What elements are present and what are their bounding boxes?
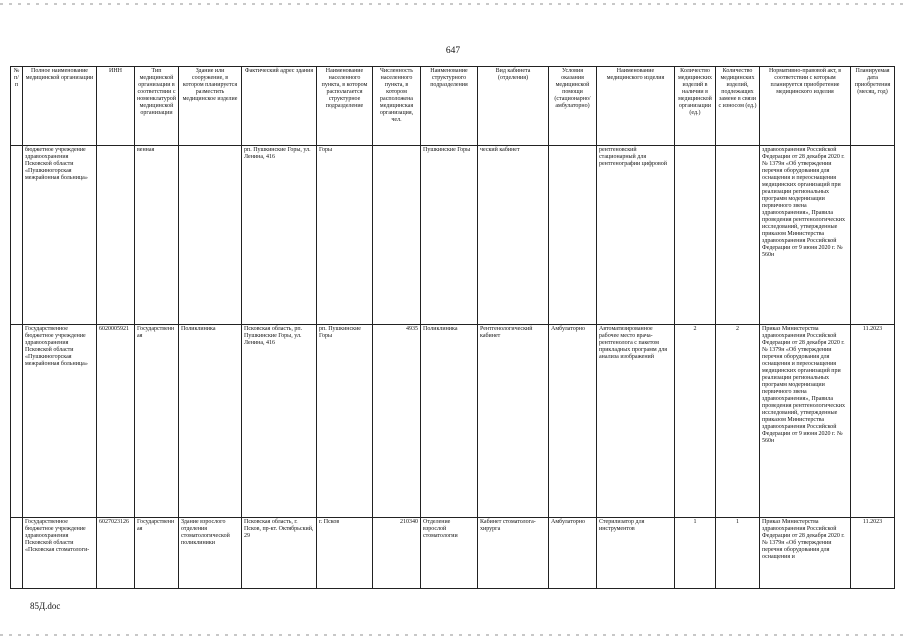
- cell-num: [11, 518, 23, 589]
- cell-address: Псковская область, рп. Пушкинские Горы, ул. Ленина, 416: [242, 325, 317, 518]
- cell-device: Стерилизатор для инструментов: [597, 518, 675, 589]
- cell-unit: Пушкинские Горы: [421, 146, 478, 325]
- cell-inn: [97, 146, 135, 325]
- cell-cabinet: ческий кабинет: [478, 146, 549, 325]
- cell-building: Здание взрослого отделения стоматологической поликлиники: [179, 518, 242, 589]
- cell-qty-have: [675, 146, 716, 325]
- cell-address: рп. Пушкинские Горы, ул. Ленина, 416: [242, 146, 317, 325]
- header-cell-legal-act: Нормативно-правовой акт, в соответствии с которым планируется приобретение медицинского изделия: [760, 67, 851, 146]
- cell-building: Поликлиника: [179, 325, 242, 518]
- header-cell-settlement: Наименование населенного пункта, в котором располагается структурное подразделение: [317, 67, 373, 146]
- cell-date: [851, 146, 895, 325]
- cell-org: бюджетное учреждение здравоохранения Псковской области «Пушкиногорская межрайонная больница»: [23, 146, 97, 325]
- cell-inn: 6020005921: [97, 325, 135, 518]
- cell-unit: Отделение взрослой стоматологии: [421, 518, 478, 589]
- cell-qty-have: 2: [675, 325, 716, 518]
- cell-date: 11.2023: [851, 518, 895, 589]
- header-cell-unit: Наименование структурного подразделения: [421, 67, 478, 146]
- cell-unit: Поликлиника: [421, 325, 478, 518]
- cell-cabinet: Рентгенологический кабинет: [478, 325, 549, 518]
- header-cell-date: Планируемая дата приобретения (месяц, год): [851, 67, 895, 146]
- cell-conditions: [549, 146, 597, 325]
- cell-settlement: рп. Пушкинские Горы: [317, 325, 373, 518]
- header-cell-building: Здание или сооружение, в котором планируется разместить медицинское изделие: [179, 67, 242, 146]
- header-cell-inn: ИНН: [97, 67, 135, 146]
- cell-inn: 6027023126: [97, 518, 135, 589]
- cell-num: [11, 146, 23, 325]
- header-cell-cabinet: Вид кабинета (отделения): [478, 67, 549, 146]
- cell-conditions: Амбулаторно: [549, 325, 597, 518]
- cell-type: Государственная: [135, 518, 179, 589]
- cell-settlement: г. Псков: [317, 518, 373, 589]
- cell-org: Государственное бюджетное учреждение здравоохранения Псковской области «Пушкиногорская межрайонная больница»: [23, 325, 97, 518]
- table-header-row: [11, 67, 895, 146]
- header-cell-address: Фактический адрес здания: [242, 67, 317, 146]
- table-row: [11, 518, 895, 589]
- cell-num: [11, 325, 23, 518]
- cell-building: [179, 146, 242, 325]
- cell-qty-replace: 1: [716, 518, 760, 589]
- cell-population: [373, 146, 421, 325]
- cell-legal-act: здравоохранения Российской Федерации от 28 декабря 2020 г. № 1379н «Об утверждении перечня оборудования для оснащения и переоснащения медицинских организаций при реализации региональных программ модернизации первичного звена здравоохранения», Правила проведения рентгенологических исследований, утвержденные приказом Министерства здравоохранения Российской Федерации от 9 июня 2020 г. № 560н: [760, 146, 851, 325]
- cell-settlement: Горы: [317, 146, 373, 325]
- header-cell-type: Тип медицинской организации в соответствии с номенклатурой медицинской организации: [135, 67, 179, 146]
- header-cell-org: Полное наименование медицинской организации: [23, 67, 97, 146]
- cell-device: рентгеновский стационарный для рентгенографии цифровой: [597, 146, 675, 325]
- cell-device: Автоматизированное рабочее место врача-рентгенолога с пакетом прикладных программ для анализа изображений: [597, 325, 675, 518]
- cell-cabinet: Кабинет стоматолога-хирурга: [478, 518, 549, 589]
- header-cell-population: Численность населенного пункта, в котором расположена медицинская организация, чел.: [373, 67, 421, 146]
- cell-population: 210340: [373, 518, 421, 589]
- header-cell-qty-have: Количество медицинских изделий в наличии в медицинской организации (ед.): [675, 67, 716, 146]
- cell-org: Государственное бюджетное учреждение здравоохранения Псковской области «Псковская стоматологи-: [23, 518, 97, 589]
- scan-edge-bottom: [0, 634, 905, 636]
- cell-address: Псковская область, г. Псков, пр-кт. Октябрьский, 29: [242, 518, 317, 589]
- table-row: [11, 146, 895, 325]
- cell-qty-replace: 2: [716, 325, 760, 518]
- footer-filename: 85Д.doc: [30, 601, 61, 611]
- header-cell-qty-replace: Количество медицинских изделий, подлежащих замене в связи с износом (ед.): [716, 67, 760, 146]
- header-cell-num: № п/п: [11, 67, 23, 146]
- cell-qty-replace: [716, 146, 760, 325]
- cell-type: венная: [135, 146, 179, 325]
- cell-population: 4935: [373, 325, 421, 518]
- table-row: [11, 325, 895, 518]
- cell-conditions: Амбулаторно: [549, 518, 597, 589]
- cell-qty-have: 1: [675, 518, 716, 589]
- cell-type: Государственная: [135, 325, 179, 518]
- cell-legal-act: Приказ Министерства здравоохранения Российской Федерации от 28 декабря 2020 г. № 1379н «Об утверждении перечня оборудования для оснащения и переоснащения медицинских организаций при реализации региональных программ модернизации первичного звена здравоохранения», Правила проведения рентгенологических исследований, утвержденные приказом Министерства здравоохранения Российской Федерации от 9 июня 2020 г. № 560н: [760, 325, 851, 518]
- cell-legal-act: Приказ Министерства здравоохранения Российской Федерации от 28 декабря 2020 г. № 1379н «Об утверждении перечня оборудования для оснащения и: [760, 518, 851, 589]
- header-cell-conditions: Условия оказания медицинской помощи (стационарно/ амбулаторно): [549, 67, 597, 146]
- cell-date: 11.2023: [851, 325, 895, 518]
- equipment-table: [10, 66, 895, 589]
- page-number: 647: [445, 46, 461, 56]
- scan-edge-top: [0, 3, 905, 5]
- header-cell-device: Наименование медицинского изделия: [597, 67, 675, 146]
